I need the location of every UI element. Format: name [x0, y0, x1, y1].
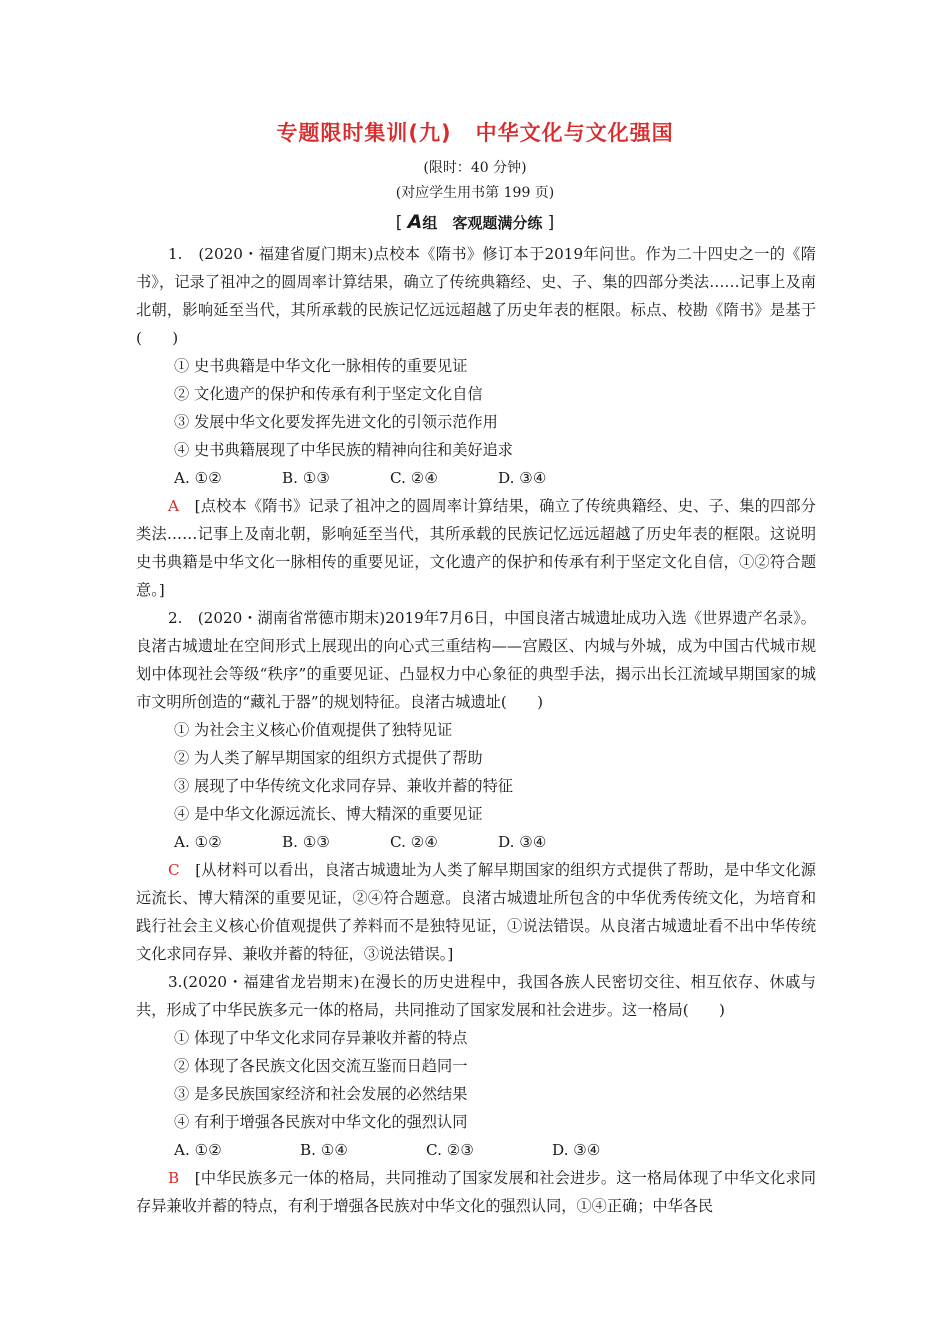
q2-option: ① 为社会主义核心价值观提供了独特见证: [174, 721, 453, 739]
q1-explanation: [点校本《隋书》记录了祖冲之的圆周率计算结果，确立了传统典籍经、史、子、集的四部分类法……记事上及南北朝，影响延至当代，其所承载的民族记忆远远超越了历史年表的框限。这说明史书典籍是中华文化一脉相传的重要见证，文化遗产的保护和传承有利于坚定文化自信，①②符合题意。]: [136, 497, 816, 599]
q1-answer-block: [136, 492, 816, 604]
book-reference: (对应学生用书第 199 页): [395, 185, 555, 201]
q2-option: ③ 展现了中华传统文化求同存异、兼收并蓄的特征: [174, 777, 513, 795]
q3-answer-block: [136, 1164, 816, 1220]
q1-stem: 1. (2020・福建省厦门期末)点校本《隋书》修订本于2019年问世。作为二十四史之一的《隋书》，记录了祖冲之的圆周率计算结果，确立了传统典籍经、史、子、集的四部分类法……记事上及南北朝，影响延至当代，其所承载的民族记忆远远超越了历史年表的框限。标点、校勘《隋书》是基于( ): [136, 245, 816, 347]
choice-d: D. ③④: [498, 469, 547, 487]
choice-a: A. ①②: [174, 1141, 222, 1159]
q3-stem: 3.(2020・福建省龙岩期末)在漫长的历史进程中，我国各族人民密切交往、相互依存、休戚与共，形成了中华民族多元一体的格局，共同推动了国家发展和社会进步。这一格局( ): [136, 973, 816, 1019]
q2-choices: [136, 828, 816, 856]
q3-option: ② 体现了各民族文化因交流互鉴而日趋同一: [174, 1057, 468, 1075]
choice-b: B. ①③: [282, 469, 331, 487]
q2-explanation: [从材料可以看出，良渚古城遗址为人类了解早期国家的组织方式提供了帮助，是中华文化源远流长、博大精深的重要见证，②④符合题意。良渚古城遗址所包含的中华优秀传统文化，为培育和践行社会主义核心价值观提供了养料而不是独特见证，①说法错误。从良渚古城遗址看不出中华传统文化求同存异、兼收并蓄的特征，③说法错误。]: [136, 861, 816, 963]
choice-b: B. ①④: [300, 1141, 349, 1159]
q2-answer-block: [136, 856, 816, 968]
q1-option: ② 文化遗产的保护和传承有利于坚定文化自信: [174, 385, 483, 403]
q1-option: ③ 发展中华文化要发挥先进文化的引领示范作用: [174, 413, 498, 431]
time-limit: (限时：40 分钟): [423, 160, 527, 176]
section-heading: [ A组 客观题满分练 ]: [395, 211, 555, 233]
q1-option: ④ 史书典籍展现了中华民族的精神向往和美好追求: [174, 441, 513, 459]
choice-d: D. ③④: [498, 833, 547, 851]
q3-explanation: [中华民族多元一体的格局，共同推动了国家发展和社会进步。这一格局体现了中华文化求同存异兼收并蓄的特点，有利于增强各民族对中华文化的强烈认同，①④正确；中华各民: [136, 1169, 816, 1215]
q3-answer: B: [168, 1169, 180, 1187]
q3-option: ④ 有利于增强各民族对中华文化的强烈认同: [174, 1113, 468, 1131]
choice-c: C. ②④: [390, 833, 438, 851]
q3-option: ③ 是多民族国家经济和社会发展的必然结果: [174, 1085, 468, 1103]
q2-stem: 2. (2020・湖南省常德市期末)2019年7月6日，中国良渚古城遗址成功入选《世界遗产名录》。良渚古城遗址在空间形式上展现出的向心式三重结构——宫殿区、内城与外城，成为中国古代城市规划中体现社会等级“秩序”的重要见证、凸显权力中心象征的典型手法，揭示出长江流域早期国家的城市文明所创造的“藏礼于器”的规划特征。良渚古城遗址( ): [136, 609, 816, 711]
page-title: [0, 117, 950, 147]
q2-option: ④ 是中华文化源远流长、博大精深的重要见证: [174, 805, 483, 823]
q3-choices: [136, 1136, 816, 1164]
title-right: 中华文化与文化强国: [475, 121, 674, 145]
title-left: 专题限时集训(九): [276, 121, 452, 145]
q1-answer: A: [168, 497, 179, 515]
choice-a: A. ①②: [174, 833, 222, 851]
choice-c: C. ②③: [426, 1141, 474, 1159]
q3-option: ① 体现了中华文化求同存异兼收并蓄的特点: [174, 1029, 468, 1047]
question-list: [136, 240, 816, 1220]
choice-b: B. ①③: [282, 833, 331, 851]
q2-option: ② 为人类了解早期国家的组织方式提供了帮助: [174, 749, 483, 767]
choice-d: D. ③④: [552, 1141, 601, 1159]
q1-choices: [136, 464, 816, 492]
choice-a: A. ①②: [174, 469, 222, 487]
q1-option: ① 史书典籍是中华文化一脉相传的重要见证: [174, 357, 468, 375]
choice-c: C. ②④: [390, 469, 438, 487]
section-letter: A: [407, 211, 423, 233]
q2-answer: C: [168, 861, 180, 879]
section-label: 组 客观题满分练: [422, 214, 543, 232]
